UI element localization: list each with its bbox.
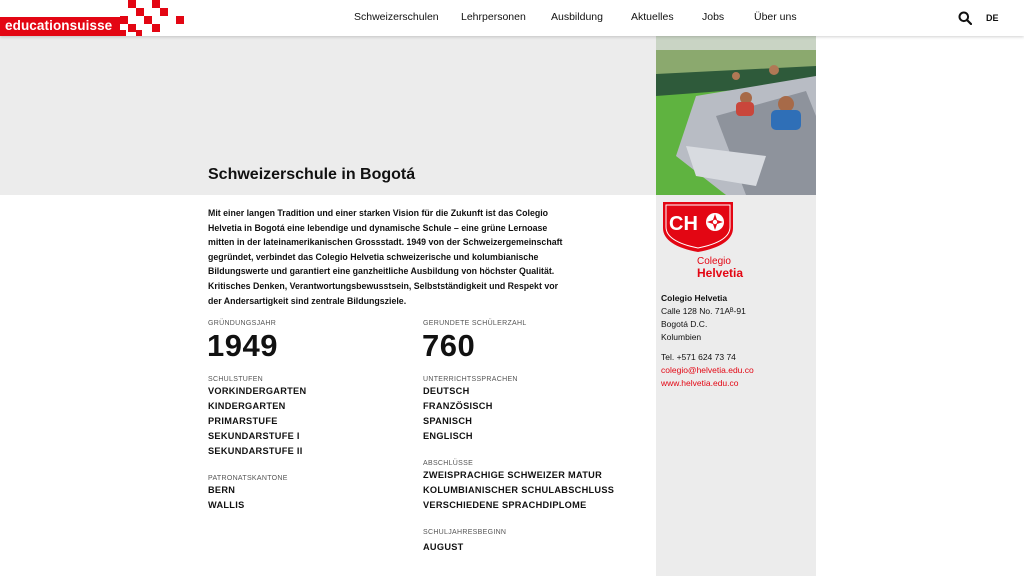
- degrees-label: ABSCHLÜSSE: [423, 460, 474, 467]
- patron-list: [208, 483, 245, 513]
- logo-helvetia-text: Helvetia: [697, 266, 744, 280]
- address-country: Kolumbien: [661, 332, 702, 342]
- patron-label: PATRONATSKANTONE: [208, 475, 288, 482]
- list-item: ENGLISCH: [423, 431, 473, 441]
- website-link[interactable]: www.helvetia.edu.co: [661, 378, 739, 388]
- list-item: SEKUNDARSTUFE II: [208, 446, 303, 456]
- logo-ch-text: CH: [669, 213, 698, 235]
- list-item: DEUTSCH: [423, 386, 470, 396]
- list-item: SPANISCH: [423, 416, 473, 426]
- list-item: BERN: [208, 485, 236, 495]
- start-label: SCHULJAHRESBEGINN: [423, 529, 507, 536]
- school-photo: [656, 36, 816, 195]
- page-title: Schweizerschule in Bogotá: [208, 166, 416, 183]
- nav-lehrpersonen[interactable]: Lehrpersonen: [461, 11, 526, 23]
- address-street: Calle 128 No. 71Aᴮ-91: [661, 306, 746, 316]
- list-item: VORKINDERGARTEN: [208, 386, 307, 396]
- email-link[interactable]: colegio@helvetia.edu.co: [661, 365, 754, 375]
- list-item: AUGUST: [423, 542, 464, 552]
- students-value: 760: [422, 328, 476, 363]
- school-name: Colegio Helvetia: [661, 293, 728, 303]
- levels-label: SCHULSTUFEN: [208, 376, 264, 383]
- languages-list: [423, 384, 493, 444]
- languages-label: UNTERRICHTSSPRACHEN: [423, 376, 518, 383]
- nav-jobs[interactable]: Jobs: [702, 11, 725, 23]
- nav-schweizerschulen[interactable]: Schweizerschulen: [354, 11, 439, 23]
- levels-list: [208, 384, 306, 459]
- address-city: Bogotá D.C.: [661, 319, 708, 329]
- phone-number: Tel. +571 624 73 74: [661, 352, 736, 362]
- logo-colegio-text: Colegio: [697, 256, 731, 267]
- founding-value: 1949: [207, 328, 278, 363]
- colegio-helvetia-logo[interactable]: [660, 200, 760, 280]
- list-item: FRANZÖSISCH: [423, 401, 493, 411]
- nav-ueber-uns[interactable]: Über uns: [754, 11, 797, 23]
- intro-text: Mit einer langen Tradition und einer starken Vision für die Zukunft ist das Colegio Helvetia in Bogotá eine lebendige und dynamische Schule – eine grüne Lernoase mitten in der lateinamerikanischen Grossstadt. 1949 von der Schweizergemeinschaft gegründet, verbindet das Colegio Helvetia schweizerische und kolumbianische Bildungswerte und garantiert eine ganzheitliche Ausbildung von höchster Qualität. Kritisches Denken, Verantwortungsbewusstsein, Selbstständigkeit und Respekt vor der Andersartigkeit sind zentrale Bildungsziele.: [208, 208, 563, 306]
- start-value: [423, 540, 464, 555]
- list-item: SEKUNDARSTUFE I: [208, 431, 300, 441]
- list-item: KINDERGARTEN: [208, 401, 286, 411]
- founding-label: GRÜNDUNGSJAHR: [208, 320, 277, 327]
- logo-text: educationsuisse: [5, 18, 113, 33]
- list-item: PRIMARSTUFE: [208, 416, 278, 426]
- edelweiss-icon: [706, 213, 724, 231]
- list-item: WALLIS: [208, 500, 245, 510]
- educationsuisse-logo[interactable]: [0, 0, 190, 36]
- nav-ausbildung[interactable]: Ausbildung: [551, 11, 603, 23]
- list-item: KOLUMBIANISCHER SCHULABSCHLUSS: [423, 485, 615, 495]
- search-icon[interactable]: [958, 11, 972, 25]
- degrees-list: [423, 468, 614, 513]
- students-label: GERUNDETE SCHÜLERZAHL: [423, 320, 527, 327]
- list-item: ZWEISPRACHIGE SCHWEIZER MATUR: [423, 470, 603, 480]
- nav-aktuelles[interactable]: Aktuelles: [631, 11, 674, 23]
- site-header: [0, 0, 1024, 36]
- language-switch[interactable]: DE: [986, 13, 999, 23]
- list-item: VERSCHIEDENE SPRACHDIPLOME: [423, 500, 587, 510]
